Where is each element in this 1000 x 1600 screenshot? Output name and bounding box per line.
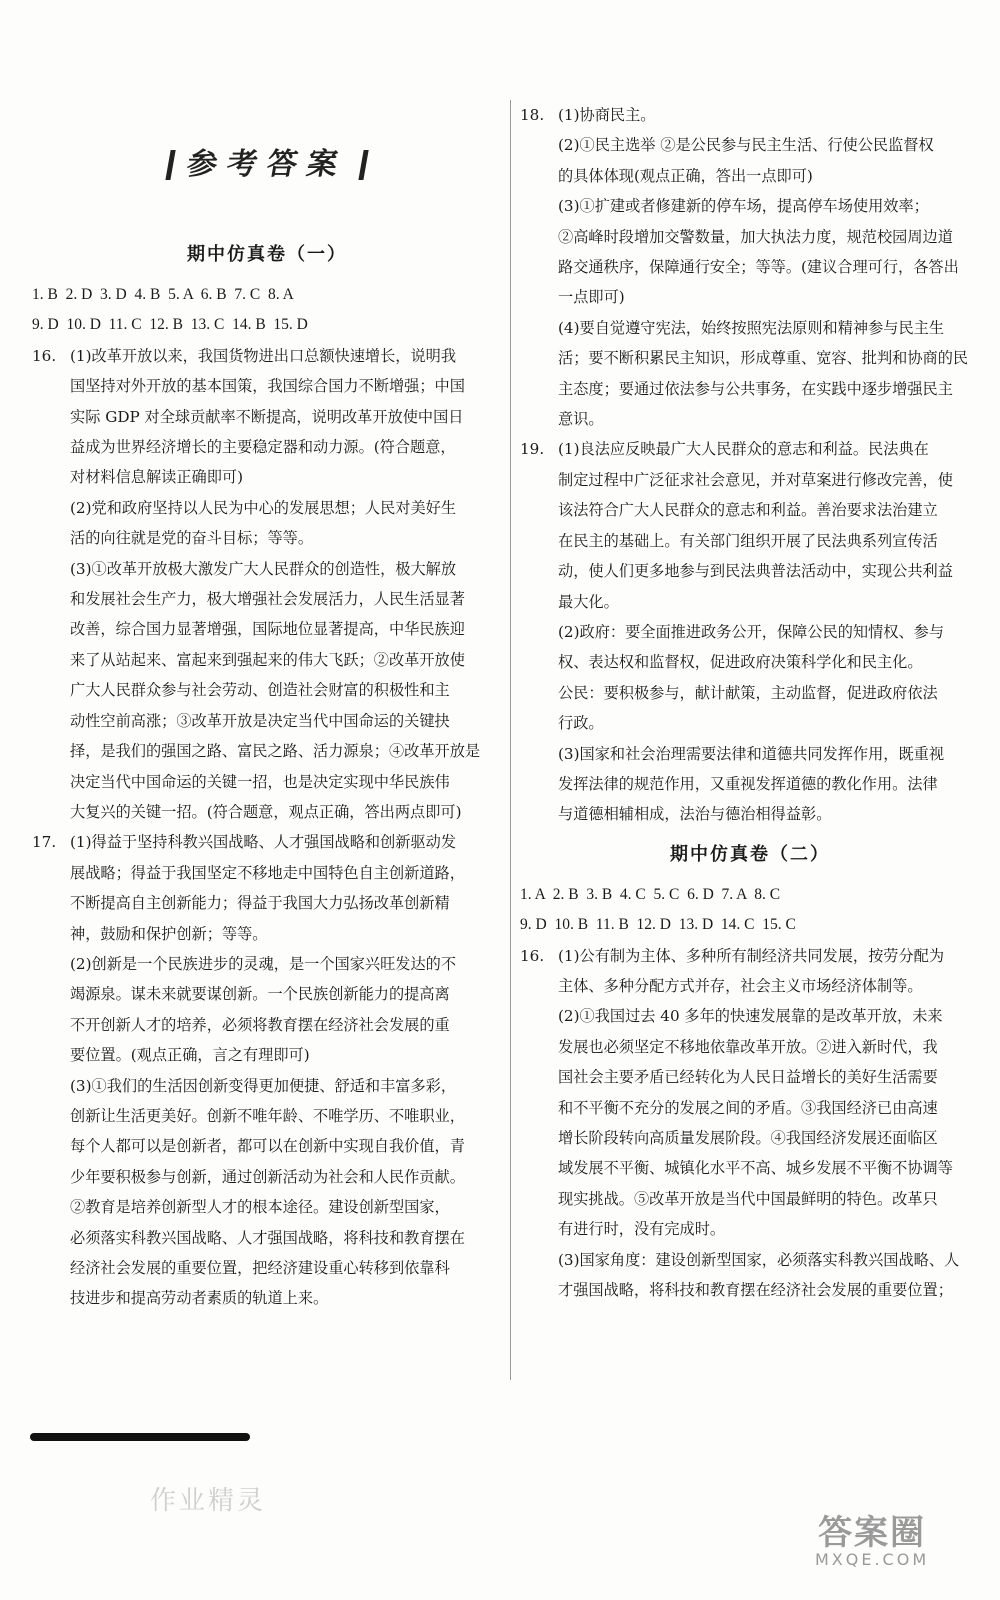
mc-answers-line: 1. A 2. B 3. B 4. C 5. C 6. D 7. A 8. C [520, 885, 781, 903]
question-18-answer [520, 100, 980, 434]
answer-line: 改善，综合国力显著增强，国际地位显著提高，中华民族迎 [70, 620, 465, 639]
answer-line: 国坚持对外开放的基本国策，我国综合国力不断增强；中国 [70, 377, 465, 396]
answer-line: (1)改革开放以来，我国货物进出口总额快速增长，说明我 [70, 346, 457, 365]
answer-line: 来了从站起来、富起来到强起来的伟大飞跃；②改革开放使 [70, 650, 465, 669]
right-column [520, 100, 980, 1305]
answer-line: 展战略；得益于我国坚定不移地走中国特色自主创新道路， [70, 863, 465, 882]
answer-line: 不开创新人才的培养，必须将教育摆在经济社会发展的重 [70, 1015, 450, 1034]
answer-line: 择，是我们的强国之路、富民之路、活力源泉；④改革开放是 [70, 742, 481, 761]
answer-line: 动性空前高涨；③改革开放是决定当代中国命运的关键抉 [70, 711, 450, 730]
answer-line: 创新让生活更美好。创新不唯年龄、不唯学历、不唯职业， [70, 1106, 465, 1125]
answer-line: 和不平衡不充分的发展之间的矛盾。③我国经济已由高速 [558, 1098, 938, 1117]
answer-line: (3)①改革开放极大激发广大人民群众的创造性，极大解放 [70, 559, 457, 578]
answer-line: (2)①我国过去 40 多年的快速发展靠的是改革开放，未来 [558, 1007, 943, 1026]
answer-line: 必须落实科教兴国战略、人才强国战略，将科技和教育摆在 [70, 1228, 465, 1247]
answer-line: 意识。 [558, 410, 604, 429]
left-column [32, 100, 502, 1314]
question-number: 18. [520, 106, 545, 124]
answer-line: 域发展不平衡、城镇化水平不高、城乡发展不平衡不协调等 [558, 1159, 953, 1178]
question-number: 17. [32, 833, 57, 852]
answer-line: 广大人民群众参与社会劳动、创造社会财富的积极性和主 [70, 681, 450, 700]
answer-line: ②高峰时段增加交警数量，加大执法力度，规范校园周边道 [558, 227, 953, 246]
question-17-answer [32, 827, 502, 1314]
answer-line: (2)政府：要全面推进政务公开，保障公民的知情权、参与 [558, 622, 945, 641]
watermark-logo-url: MXQE.COM [815, 1550, 930, 1569]
section-title-midterm-1: 期中仿真卷（一） [187, 244, 347, 265]
answer-line: 经济社会发展的重要位置，把经济建设重心转移到依靠科 [70, 1259, 450, 1277]
answer-line: (2)党和政府坚持以人民为中心的发展思想；人民对美好生 [70, 498, 457, 517]
answer-line: ②教育是培养创新型人才的根本途径。建设创新型国家， [70, 1198, 450, 1217]
answer-line: 路交通秩序，保障通行安全；等等。(建议合理可行，各答出 [558, 258, 959, 277]
answer-line: 的具体体现(观点正确，答出一点即可) [558, 166, 813, 185]
answer-line: 国社会主要矛盾已经转化为人民日益增长的美好生活需要 [558, 1068, 938, 1087]
answer-line: 要位置。(观点正确，言之有理即可) [70, 1046, 310, 1065]
question-number: 19. [520, 440, 545, 459]
answer-line: 主体、多种分配方式并存，社会主义市场经济体制等。 [558, 976, 923, 995]
answer-key-banner [32, 100, 502, 230]
section-title-midterm-2: 期中仿真卷（二） [670, 843, 830, 865]
answer-line: (1)得益于坚持科教兴国战略、人才强国战略和创新驱动发 [70, 833, 457, 852]
answer-line: (3)国家角度：建设创新型国家，必须落实科教兴国战略、人 [558, 1250, 960, 1269]
mc-answers-line: 9. D 10. D 11. C 12. B 13. C 14. B 15. D [32, 316, 308, 334]
answer-line: (3)①扩建或者修建新的停车场，提高停车场使用效率； [558, 197, 929, 216]
answer-line: 主态度；要通过依法参与公共事务，在实践中逐步增强民主 [558, 379, 953, 398]
answer-line: 不断提高自主创新能力；得益于我国大力弘扬改革创新精 [70, 894, 450, 913]
bottom-decorative-bar [30, 1433, 250, 1441]
answer-line: (4)要自觉遵守宪法，始终按照宪法原则和精神参与民主生 [558, 318, 945, 337]
answer-line: 决定当代中国命运的关键一招，也是决定实现中华民族伟 [70, 772, 450, 791]
answer-line: 活；要不断积累民主知识，形成尊重、宽容、批判和协商的民 [558, 349, 969, 368]
answer-line: 在民主的基础上。有关部门组织开展了民法典系列宣传活 [558, 531, 938, 550]
answer-line: 最大化。 [558, 592, 619, 611]
answer-line: 该法符合广大人民群众的意志和利益。善治要求法治建立 [558, 501, 938, 520]
banner-text: 参考答案 [165, 150, 368, 180]
mc-answers-line: 9. D 10. B 11. B 12. D 13. D 14. C 15. C [520, 916, 796, 934]
answer-line: 公民：要积极参与，献计献策，主动监督，促进政府依法 [558, 683, 938, 702]
mc-answers-line: 1. B 2. D 3. D 4. B 5. A 6. B 7. C 8. A [32, 286, 294, 303]
question-16-answer [32, 341, 502, 828]
answer-line: (3)①我们的生活因创新变得更加便捷、舒适和丰富多彩， [70, 1076, 457, 1095]
answer-line: (1)公有制为主体、多种所有制经济共同发展，按劳分配为 [558, 946, 945, 965]
question-number: 16. [520, 946, 545, 965]
answer-line: 竭源泉。谋未来就要谋创新。一个民族创新能力的提高离 [70, 985, 450, 1004]
answer-line: 神，鼓励和保护创新；等等。 [70, 924, 268, 943]
answer-line: 有进行时，没有完成时。 [558, 1220, 726, 1239]
answer-line: 益成为世界经济增长的主要稳定器和动力源。(符合题意， [70, 438, 456, 457]
answer-line: 发挥法律的规范作用，又重视发挥道德的教化作用。法律 [558, 774, 938, 793]
answer-line: (2)创新是一个民族进步的灵魂，是一个国家兴旺发达的不 [70, 954, 457, 973]
answer-line: 活的向往就是党的奋斗目标；等等。 [70, 529, 313, 548]
answer-line: 技进步和提高劳动者素质的轨道上来。 [70, 1289, 329, 1308]
answer-line: 增长阶段转向高质量发展阶段。④我国经济发展还面临区 [558, 1129, 938, 1147]
watermark-logo-text: 答案圈 [818, 1513, 927, 1553]
question-19-answer [520, 434, 980, 829]
answer-line: 发展也必须坚定不移地依靠改革开放。②进入新时代，我 [558, 1037, 938, 1056]
answer-line: 才强国战略，将科技和教育摆在经济社会发展的重要位置； [558, 1281, 953, 1300]
question-number: 16. [32, 346, 57, 365]
answer-line: 对材料信息解读正确即可) [70, 468, 243, 487]
answer-line: 实际 GDP 对全球贡献率不断提高，说明改革开放使中国日 [70, 407, 464, 426]
question-16-answer-paper-2 [520, 941, 980, 1306]
answer-line: 每个人都可以是创新者，都可以在创新中实现自我价值，青 [70, 1137, 465, 1156]
watermark-left: 作业精灵 [150, 1486, 267, 1516]
answer-line: (1)良法应反映最广大人民群众的意志和利益。民法典在 [558, 440, 929, 459]
answer-line: 大复兴的关键一招。(符合题意，观点正确，答出两点即可) [70, 802, 462, 821]
answer-line: (2)①民主选举 ②是公民参与民主生活、行使公民监督权 [558, 136, 934, 155]
answer-line: 一点即可) [558, 288, 625, 307]
watermark-logo [815, 1505, 929, 1569]
answer-line: 行政。 [558, 714, 604, 733]
answer-line: 动，使人们更多地参与到民法典普法活动中，实现公共利益 [558, 562, 953, 581]
column-divider [510, 100, 511, 1380]
answer-line: 与道德相辅相成，法治与德治相得益彰。 [558, 805, 832, 824]
answer-line: (1)协商民主。 [558, 106, 656, 124]
answer-line: 和发展社会生产力，极大增强社会发展活力，人民生活显著 [70, 590, 465, 609]
answer-line: 制定过程中广泛征求社会意见，并对草案进行修改完善，使 [558, 470, 953, 489]
answer-line: 权、表达权和监督权，促进政府决策科学化和民主化。 [558, 653, 923, 672]
answer-line: 少年要积极参与创新，通过创新活动为社会和人民作贡献。 [70, 1167, 465, 1186]
answer-line: (3)国家和社会治理需要法律和道德共同发挥作用，既重视 [558, 744, 945, 763]
answer-line: 现实挑战。⑤改革开放是当代中国最鲜明的特色。改革只 [558, 1189, 938, 1208]
